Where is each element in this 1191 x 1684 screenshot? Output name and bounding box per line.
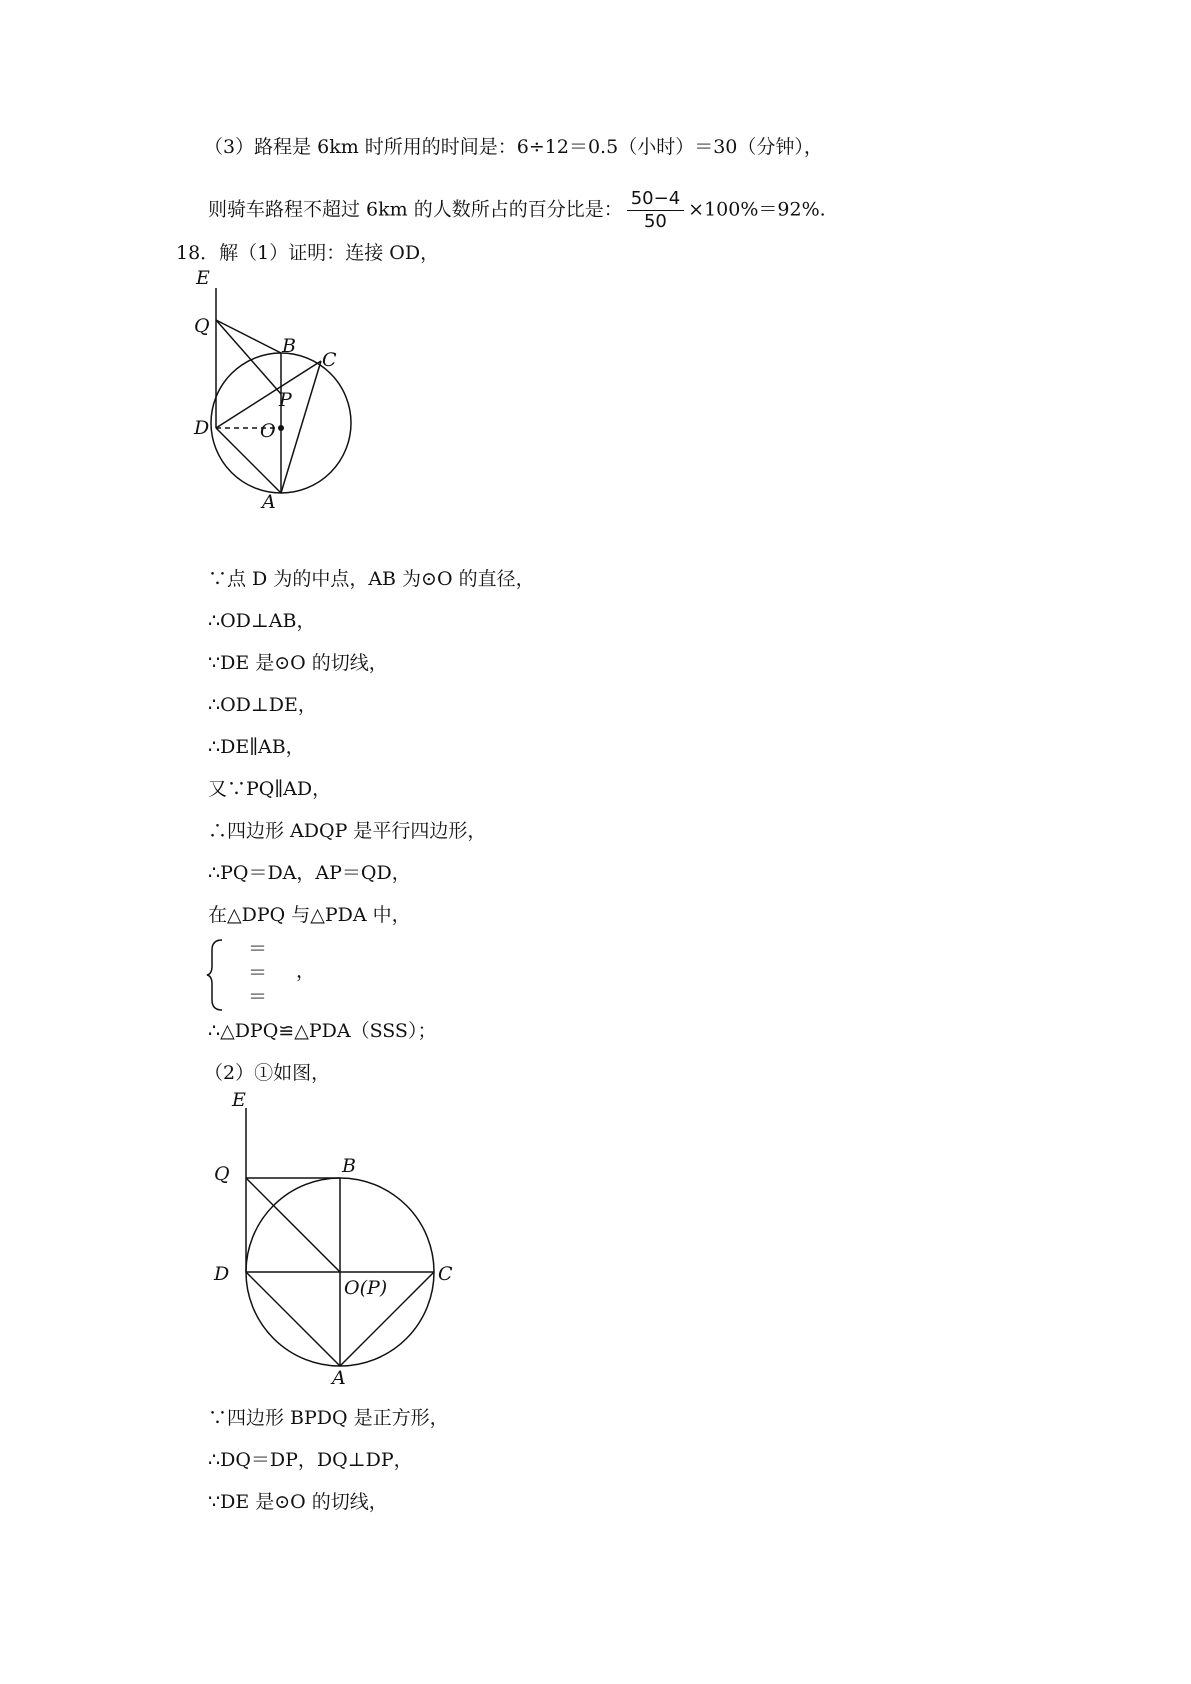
segment-ca (281, 361, 321, 493)
part3-line2-suffix: ×100%＝92%. (688, 198, 826, 221)
proof1-line-3: ∴OD⊥DE， (208, 694, 317, 716)
fraction-numerator: 50−4 (627, 188, 684, 211)
proof1-line-2: ∵DE 是⊙O 的切线， (208, 652, 388, 674)
fraction-denominator: 50 (643, 211, 667, 232)
equation-1-equals: ＝ (248, 938, 268, 960)
label-b: B (282, 335, 296, 357)
proof1-line-6: ∴四边形 ADQP 是平行四边形， (208, 820, 487, 842)
equation-comma: ， (296, 960, 316, 982)
segment-qp (246, 1178, 340, 1272)
label-a: A (332, 1367, 346, 1389)
label-p: P (279, 389, 292, 411)
part3-line2-prefix: 则骑车路程不超过 6km 的人数所占的百分比是： (208, 198, 623, 221)
geometry-figure-1 (194, 267, 400, 540)
label-d: D (194, 417, 210, 439)
point-o (278, 425, 284, 431)
congruence-conclusion: ∴△DPQ≌△PDA（SSS）； (208, 1020, 437, 1042)
equation-3-equals: ＝ (248, 986, 268, 1008)
label-a: A (262, 491, 276, 513)
label-e: E (196, 267, 210, 289)
part3-line2 (208, 188, 826, 233)
proof1-line-1: ∴OD⊥AB， (208, 610, 316, 632)
label-b: B (342, 1155, 356, 1177)
proof1-line-4: ∴DE∥AB， (208, 736, 305, 758)
label-d: D (214, 1263, 230, 1285)
label-e: E (232, 1089, 246, 1111)
proof2-line-2: ∵DE 是⊙O 的切线， (208, 1491, 388, 1513)
label-c: C (438, 1263, 453, 1285)
segment-qp (216, 320, 281, 394)
geometry-figure-2 (210, 1089, 470, 1390)
proof1-line-7: ∴PQ＝DA，AP＝QD， (208, 862, 411, 884)
label-o-p: O(P) (344, 1277, 388, 1299)
equation-2-equals: ＝ (248, 962, 268, 984)
label-q: Q (194, 315, 210, 337)
proof1-line-5: 又∵PQ∥AD， (208, 778, 332, 800)
proof2-line-0: ∵四边形 BPDQ 是正方形， (208, 1407, 449, 1429)
proof2-line-1: ∴DQ＝DP，DQ⊥DP， (208, 1449, 413, 1471)
segment-dc (216, 361, 321, 428)
left-brace (206, 938, 226, 1012)
label-c: C (322, 349, 337, 371)
proof1-line-0: ∵点 D 为的中点，AB 为⊙O 的直径， (208, 568, 535, 590)
part2-header: （2）①如图， (204, 1062, 331, 1084)
part3-line1: （3）路程是 6km 时所用的时间是：6÷12＝0.5（小时）＝30（分钟）， (204, 136, 823, 158)
label-o: O (260, 420, 276, 442)
label-q: Q (214, 1163, 230, 1185)
fraction (627, 188, 684, 233)
segment-qb (216, 320, 281, 353)
proof1-line-8: 在△DPQ 与△PDA 中， (208, 904, 411, 926)
q18-header: 18．解（1）证明：连接 OD， (176, 242, 440, 264)
segment-da (246, 1272, 340, 1366)
